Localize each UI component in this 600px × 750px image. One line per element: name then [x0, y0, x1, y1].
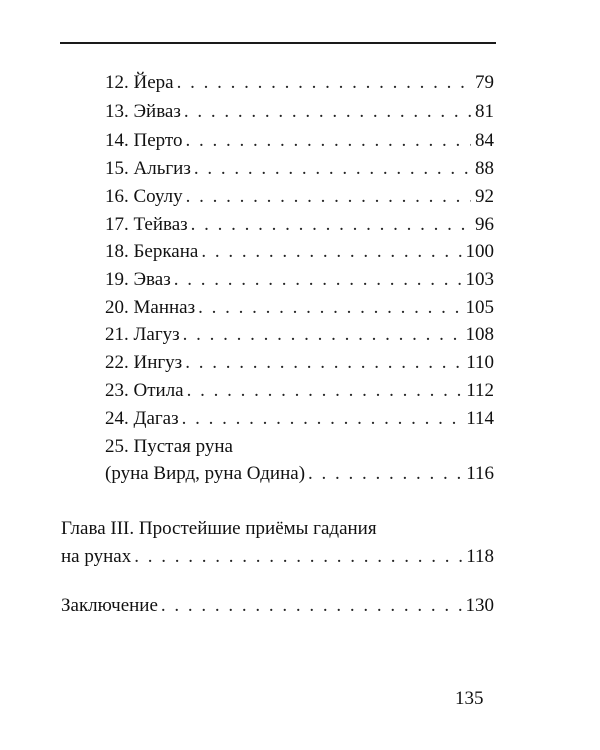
toc-entry-perthro[interactable]	[105, 129, 494, 153]
toc-entry-page: 84	[475, 130, 494, 151]
toc-entry-page: 118	[466, 546, 494, 567]
page-number: 135	[455, 688, 484, 709]
toc-entry-laguz[interactable]	[105, 323, 494, 347]
toc-entry-title: 15. Альгиз	[105, 158, 191, 179]
dot-leader	[134, 545, 462, 569]
toc-entry-page: 105	[465, 297, 494, 318]
dot-leader	[184, 100, 471, 124]
toc-entry-title: 17. Тейваз	[105, 214, 188, 235]
toc-entry-othala[interactable]	[105, 379, 494, 403]
toc-entry-title: 22. Ингуз	[105, 352, 183, 373]
toc-entry-title: 19. Эваз	[105, 269, 171, 290]
dot-leader	[198, 296, 461, 320]
toc-entry-title: 21. Лагуз	[105, 324, 180, 345]
toc-entry-yera[interactable]	[105, 71, 494, 95]
toc-entry-title: 23. Отила	[105, 380, 184, 401]
toc-entry-title: 18. Беркана	[105, 241, 199, 262]
dot-leader	[174, 268, 462, 292]
toc-entry-blank-rune[interactable]	[105, 462, 494, 486]
toc-entry-title: Заключение	[61, 595, 158, 616]
toc-entry-page: 108	[465, 324, 494, 345]
toc-entry-page: 88	[475, 158, 494, 179]
toc-entry-tiwaz[interactable]	[105, 213, 494, 237]
toc-entry-title: 12. Йера	[105, 72, 174, 93]
toc-entry-page: 100	[465, 241, 494, 262]
toc-entry-ingwaz[interactable]	[105, 351, 494, 375]
toc-entry-sowulo[interactable]	[105, 185, 494, 209]
toc-entry-eihwaz[interactable]	[105, 100, 494, 124]
toc-chapter-3[interactable]	[61, 545, 494, 569]
toc-entry-blank-rune-line1[interactable]: 25. Пустая руна	[105, 436, 233, 457]
dot-leader	[177, 71, 471, 95]
toc-entry-title: 16. Соулу	[105, 186, 183, 207]
toc-entry-title: (руна Вирд, руна Одина)	[105, 463, 306, 484]
dot-leader	[161, 594, 462, 618]
toc-entry-page: 92	[475, 186, 494, 207]
toc-entry-page: 81	[475, 101, 494, 122]
header-rule	[60, 42, 496, 44]
dot-leader	[187, 379, 463, 403]
toc-entry-title: на рунах	[61, 546, 132, 567]
dot-leader	[185, 129, 471, 153]
dot-leader	[182, 407, 463, 431]
toc-entry-page: 110	[466, 352, 494, 373]
toc-entry-page: 79	[475, 72, 494, 93]
toc-entry-title: 20. Манназ	[105, 297, 196, 318]
dot-leader	[201, 240, 461, 264]
dot-leader	[186, 185, 471, 209]
toc-entry-title: 24. Дагаз	[105, 408, 179, 429]
toc-entry-title: 14. Перто	[105, 130, 183, 151]
toc-conclusion[interactable]	[61, 594, 494, 618]
toc-entry-page: 112	[466, 380, 494, 401]
dot-leader	[308, 462, 462, 486]
dot-leader	[191, 213, 471, 237]
toc-entry-berkana[interactable]	[105, 240, 494, 264]
toc-entry-page: 114	[466, 408, 494, 429]
dot-leader	[194, 157, 471, 181]
toc-entry-algiz[interactable]	[105, 157, 494, 181]
toc-entry-page: 96	[475, 214, 494, 235]
dot-leader	[183, 323, 462, 347]
dot-leader	[185, 351, 462, 375]
toc-entry-ehwaz[interactable]	[105, 268, 494, 292]
toc-entry-title: 13. Эйваз	[105, 101, 181, 122]
toc-entry-page: 116	[466, 463, 494, 484]
toc-entry-page: 103	[465, 269, 494, 290]
toc-entry-page: 130	[465, 595, 494, 616]
toc-entry-dagaz[interactable]	[105, 407, 494, 431]
toc-chapter-3-line1[interactable]: Глава III. Простейшие приёмы гадания	[61, 518, 377, 539]
toc-entry-mannaz[interactable]	[105, 296, 494, 320]
